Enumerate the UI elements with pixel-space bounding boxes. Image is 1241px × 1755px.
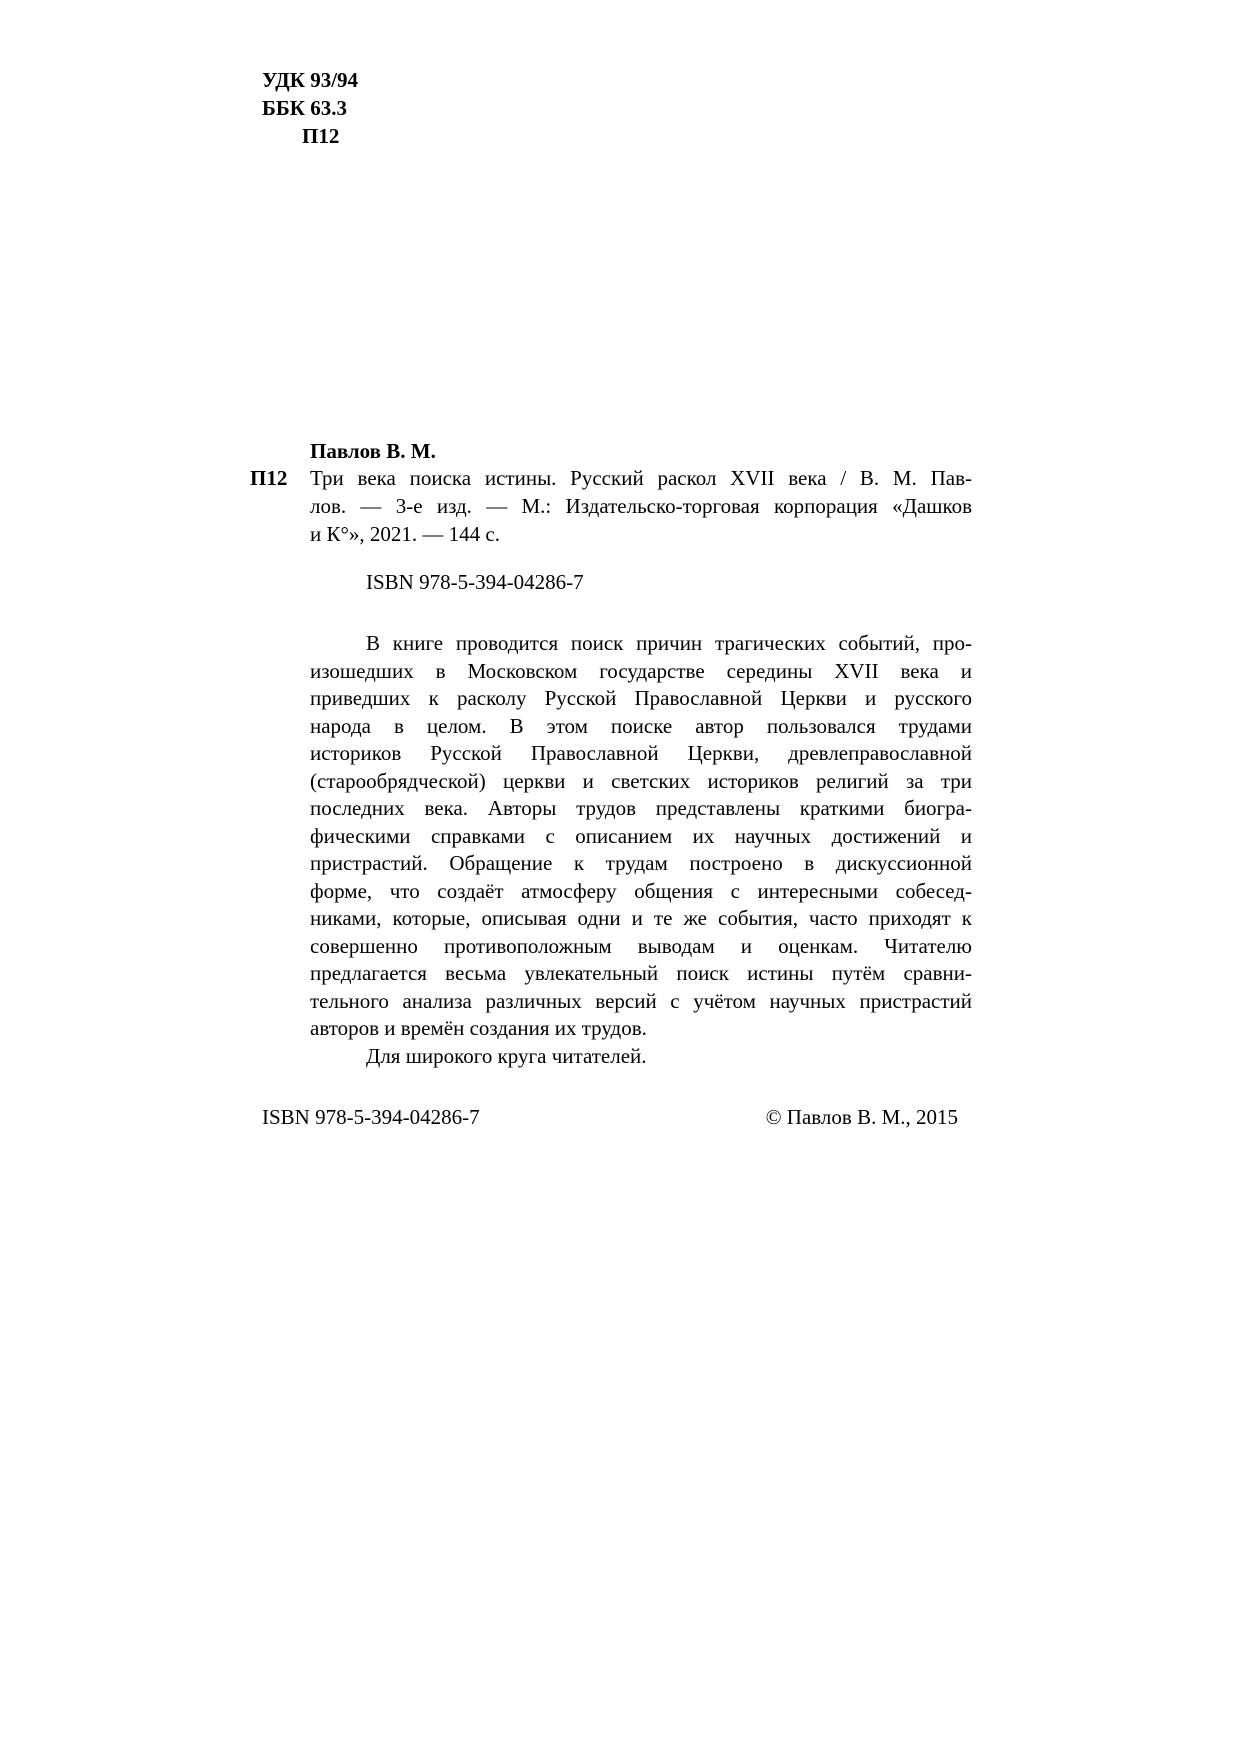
abstract-line: никами, которые, описывая одни и те же события, часто приходят к	[310, 906, 972, 930]
entry-isbn: ISBN 978-5-394-04286-7	[366, 570, 584, 594]
classification-block	[262, 66, 358, 150]
author-sign: П12	[302, 124, 340, 148]
abstract-line: совершенно противоположным выводам и оценкам. Читателю	[310, 933, 972, 958]
abstract-line: изошедших в Московском государстве середины XVII века и	[310, 658, 972, 683]
abstract-line: тельного анализа различных версий с учётом научных пристрастий	[310, 988, 972, 1013]
audience-note: Для широкого круга читателей.	[366, 1043, 647, 1068]
copyright-notice: © Павлов В. М., 2015	[765, 1105, 958, 1129]
abstract-line: народа в целом. В этом поиске автор пользовался трудами	[310, 713, 972, 738]
abstract-line: историков Русской Православной Церкви, древлеправославной	[310, 741, 972, 765]
abstract-line: приведших к расколу Русской Православной Церкви и русского	[310, 686, 972, 710]
biblio-line: лов. — 3-е изд. — М.: Издательско-торговая корпорация «Дашков	[310, 494, 972, 518]
abstract-line: авторов и времён создания их трудов.	[310, 1016, 647, 1040]
abstract-line: форме, что создаёт атмосферу общения с интересными собесед-	[310, 878, 972, 903]
abstract-line: предлагается весьма увлекательный поиск истины путём сравни-	[310, 961, 972, 985]
biblio-line: Три века поиска истины. Русский раскол XVII века / В. М. Пав-	[310, 466, 972, 490]
abstract	[310, 630, 972, 1070]
abstract-line: фическими справками с описанием их научных достижений и	[310, 823, 972, 848]
entry-author: Павлов В. М.	[310, 439, 436, 463]
udk-code: УДК 93/94	[262, 68, 359, 92]
abstract-line: (старообрядческой) церкви и светских историков религий за три	[310, 768, 972, 793]
abstract-line: пристрастий. Обращение к трудам построено в дискуссионной	[310, 851, 972, 875]
bibliographic-description	[310, 464, 972, 548]
entry-code: П12	[250, 466, 288, 490]
biblio-line: и К°», 2021. — 144 с.	[310, 522, 500, 546]
footer-isbn: ISBN 978-5-394-04286-7	[262, 1105, 480, 1129]
bbk-code: ББК 63.3	[262, 96, 347, 120]
abstract-line: В книге проводится поиск причин трагических событий, про-	[366, 631, 972, 655]
abstract-line: последних века. Авторы трудов представлены краткими биогра-	[310, 796, 972, 820]
